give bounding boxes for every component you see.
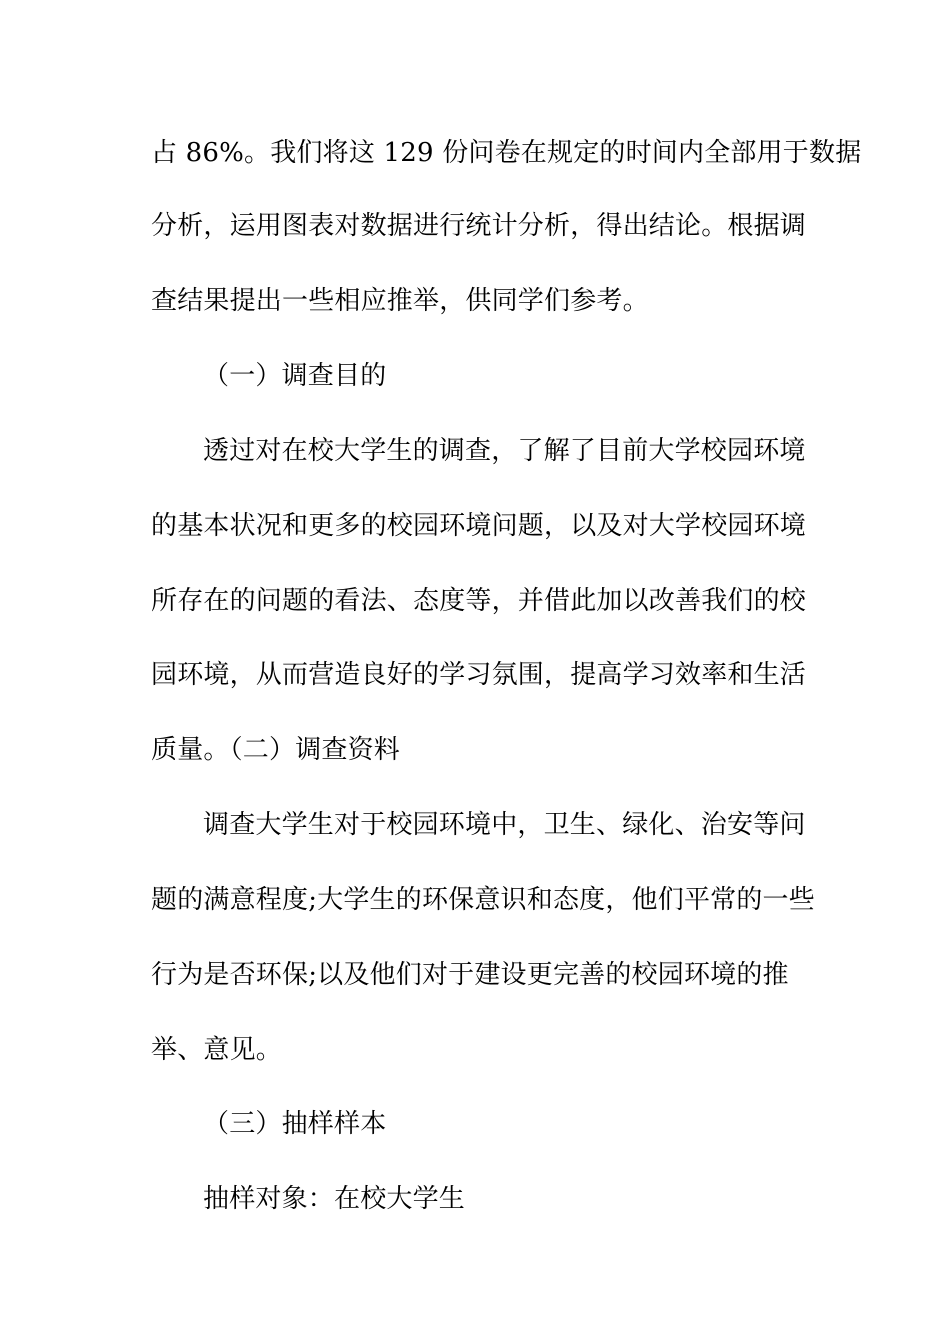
section-heading-sample: （三）抽样样本 [203,1109,387,1139]
paragraph-line: 的基本状况和更多的校园环境问题，以及对大学校园环境 [151,511,807,541]
paragraph-line-with-heading: 质量。（二）调查资料 [151,735,401,765]
paragraph-line: 举、意见。 [151,1035,283,1065]
paragraph-line: 题的满意程度;大学生的环保意识和态度，他们平常的一些 [151,885,815,915]
paragraph-line: 分析，运用图表对数据进行统计分析，得出结论。根据调 [151,211,807,241]
section-heading-purpose: （一）调查目的 [203,361,387,391]
paragraph-line: 调查大学生对于校园环境中，卫生、绿化、治安等问 [203,810,806,840]
paragraph-line: 占 86%。我们将这 129 份问卷在规定的时间内全部用于数据 [151,138,862,168]
paragraph-line: 园环境，从而营造良好的学习氛围，提高学习效率和生活 [151,660,807,690]
paragraph-line: 所存在的问题的看法、态度等，并借此加以改善我们的校 [151,586,807,616]
paragraph-line: 查结果提出一些相应推举，供同学们参考。 [151,286,649,316]
paragraph-line: 行为是否环保;以及他们对于建设更完善的校园环境的推 [151,960,789,990]
paragraph-line: 抽样对象：在校大学生 [203,1184,466,1214]
paragraph-line: 透过对在校大学生的调查，了解了目前大学校园环境 [203,436,806,466]
